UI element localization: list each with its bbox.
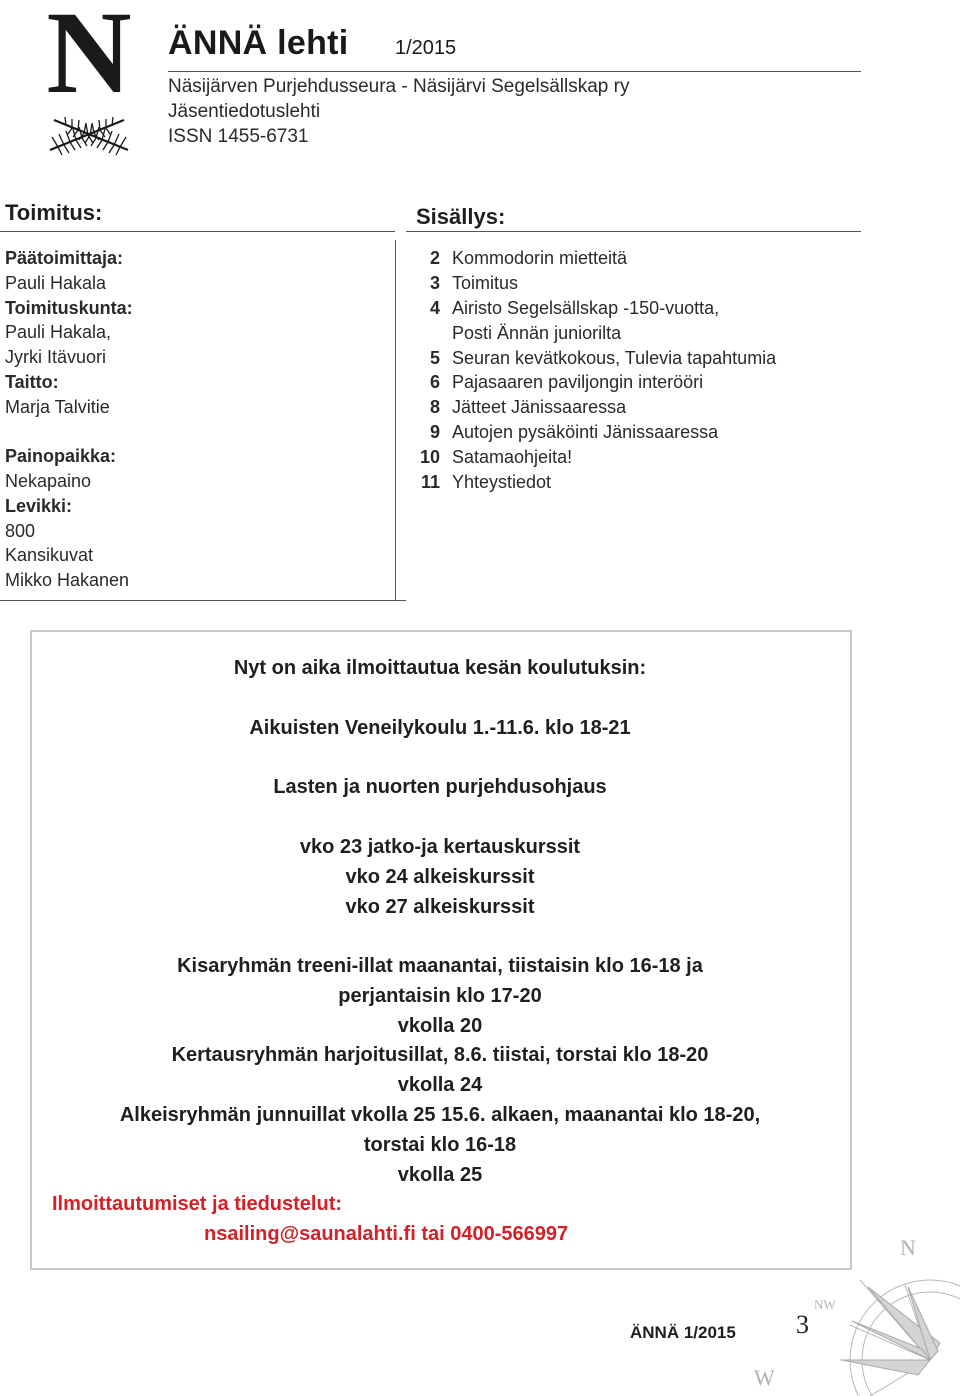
notice-line: perjantaisin klo 17-20 [338, 985, 542, 1007]
header-divider [168, 71, 861, 72]
notice-line: vkolla 24 [397, 1074, 483, 1096]
staff-line: Jyrki Itävuori [5, 347, 107, 367]
toc-title: Yhteystiedot [452, 472, 552, 492]
toc-item [400, 323, 621, 344]
club-logo [28, 0, 150, 162]
toc-item [400, 298, 719, 319]
contents-divider [406, 231, 861, 232]
toc-page-number: 3 [429, 273, 440, 293]
publisher-line: Näsijärven Purjehdusseura - Näsijärvi Segelsällskap ry [168, 76, 630, 97]
pine-branch-icon [50, 120, 128, 150]
toc-title: Posti Ännän juniorilta [452, 323, 622, 343]
notice-line: Aikuisten Veneilykoulu 1.-11.6. klo 18-21 [249, 717, 631, 739]
notice-line: Lasten ja nuorten purjehdusohjaus [273, 776, 607, 798]
toc-item [400, 372, 703, 393]
toc-item [400, 422, 718, 443]
toc-title: Toimitus [452, 273, 519, 293]
notice-line: Alkeisryhmän junnuillat vkolla 25 15.6. alkaen, maanantai klo 18-20, [119, 1104, 761, 1126]
notice-line: vkolla 20 [397, 1015, 483, 1037]
staff-line: Nekapaino [5, 471, 92, 491]
issue-number: 1/2015 [395, 37, 457, 59]
notice-line: vko 27 alkeiskurssit [345, 896, 535, 918]
staff-line: Painopaikka: [5, 446, 117, 466]
toc-page-number: 2 [429, 248, 440, 268]
compass-west-label: W [754, 1365, 775, 1390]
toc-title: Seuran kevätkokous, Tulevia tapahtumia [452, 348, 777, 368]
notice-line: vko 23 jatko-ja kertauskurssit [299, 836, 581, 858]
toc-page-number: 5 [429, 348, 440, 368]
compass-north-label: N [900, 1235, 916, 1260]
staff-heading: Toimitus: [5, 200, 103, 225]
logo-letter: N [46, 0, 132, 118]
staff-line: Taitto: [5, 372, 59, 392]
toc-page-number: 9 [429, 422, 440, 442]
contents-heading: Sisällys: [416, 204, 506, 229]
contact-label: Ilmoittautumiset ja tiedustelut: [52, 1193, 343, 1215]
compass-rose-icon [740, 1225, 960, 1396]
compass-northwest-label: NW [814, 1297, 836, 1312]
notice-line: Kisaryhmän treeni-illat maanantai, tiistaisin klo 16-18 ja [177, 955, 703, 977]
staff-line: Pauli Hakala [5, 273, 107, 293]
staff-line: Mikko Hakanen [5, 570, 130, 590]
notice-line: vkolla 25 [397, 1164, 483, 1186]
notice-line: vko 24 alkeiskurssit [345, 866, 535, 888]
toc-title: Pajasaaren paviljongin interööri [452, 372, 704, 392]
toc-page-number: 10 [419, 447, 440, 467]
toc-title: Autojen pysäköinti Jänissaaressa [452, 422, 719, 442]
toc-item [400, 447, 572, 468]
toc-title: Airisto Segelsällskap -150-vuotta, [452, 298, 720, 318]
page-number: 3 [796, 1310, 809, 1339]
contact-details[interactable]: nsailing@saunalahti.fi tai 0400-566997 [204, 1223, 569, 1245]
toc-item [400, 248, 627, 269]
notice-line: torstai klo 16-18 [363, 1134, 517, 1156]
toc-item [400, 273, 518, 294]
toc-page-number: 6 [429, 372, 440, 392]
issn: ISSN 1455-6731 [168, 126, 309, 147]
staff-bottom-divider [0, 600, 406, 601]
staff-line: Levikki: [5, 496, 73, 516]
notice-line: Kertausryhmän harjoitusillat, 8.6. tiistai, torstai klo 18-20 [171, 1044, 709, 1066]
notice-heading: Nyt on aika ilmoittautua kesän koulutuksin: [233, 657, 647, 679]
publication-type: Jäsentiedotuslehti [168, 101, 321, 122]
staff-line: Toimituskunta: [5, 298, 133, 318]
toc-item [400, 397, 626, 418]
staff-line: 800 [5, 521, 36, 541]
toc-page-number: 4 [429, 298, 440, 318]
toc-title: Satamaohjeita! [452, 447, 573, 467]
toc-item [400, 348, 776, 369]
staff-line: Pauli Hakala, [5, 322, 112, 342]
staff-divider [0, 231, 395, 232]
toc-page-number: 8 [429, 397, 440, 417]
toc-page-number: 11 [420, 472, 440, 492]
toc-title: Jätteet Jänissaaressa [452, 397, 627, 417]
footer-issue-label: ÄNNÄ 1/2015 [630, 1323, 736, 1342]
toc-item [400, 472, 551, 493]
magazine-title: ÄNNÄ lehti [168, 24, 349, 62]
staff-line: Kansikuvat [5, 545, 94, 565]
column-divider [395, 240, 396, 600]
toc-title: Kommodorin mietteitä [452, 248, 628, 268]
staff-line: Päätoimittaja: [5, 248, 124, 268]
staff-line: Marja Talvitie [5, 397, 110, 417]
